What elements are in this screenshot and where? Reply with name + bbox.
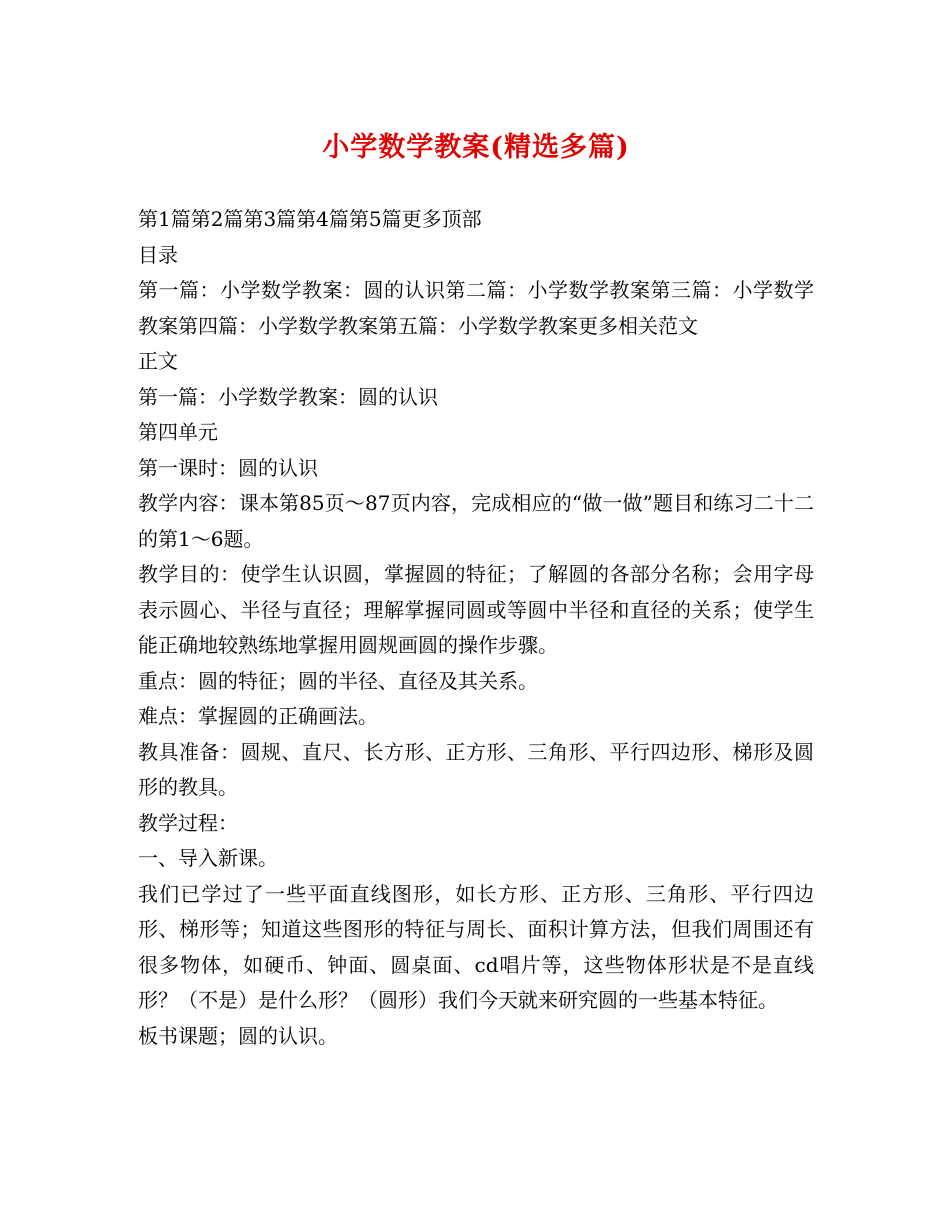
document-body (138, 202, 814, 1054)
teaching-process-heading: 教学过程： (138, 810, 238, 835)
toc-links: 第1篇第2篇第3篇第4篇第5篇更多顶部 (138, 207, 482, 231)
teaching-aids: 教具准备：圆规、直尺、长方形、正方形、三角形、平行四边形、梯形及圆形的教具。 (138, 739, 814, 799)
document-page (138, 128, 814, 1054)
difficult-points: 难点：掌握圆的正确画法。 (138, 704, 378, 728)
section-heading-main-text: 正文 (138, 349, 178, 373)
unit-heading: 第四单元 (138, 420, 218, 444)
lesson-heading: 第一课时：圆的认识 (138, 455, 318, 480)
section-heading-contents: 目录 (138, 242, 178, 267)
key-points: 重点：圆的特征；圆的半径、直径及其关系。 (138, 668, 538, 693)
introduction-paragraph: 我们已学过了一些平面直线图形，如长方形、正方形、三角形、平行四边形、梯形等；知道这些图形的特征与周长、面积计算方法，但我们周围还有很多物体，如硬币、钟面、圆桌面、cd唱片等，这些物体形状是不是直线形？（不是）是什么形？（圆形）我们今天就来研究圆的一些基本特征。 (138, 881, 814, 1012)
teaching-goals: 教学目的：使学生认识圆，掌握圆的特征；了解圆的各部分名称；会用字母表示圆心、半径与直径；理解掌握同圆或等圆中半径和直径的关系；使学生能正确地较熟练地掌握用圆规画圆的操作步骤。 (138, 562, 814, 657)
blackboard-title: 板书课题；圆的认识。 (138, 1023, 338, 1048)
step-one-heading: 一、导入新课。 (138, 846, 278, 870)
article-heading: 第一篇：小学数学教案：圆的认识 (138, 384, 438, 409)
contents-list: 第一篇：小学数学教案：圆的认识第二篇：小学数学教案第三篇：小学数学教案第四篇：小学数学教案第五篇：小学数学教案更多相关范文 (138, 278, 814, 338)
teaching-content: 教学内容：课本第85页～87页内容，完成相应的“做一做”题目和练习二十二的第1～6题。 (138, 491, 814, 551)
document-title: 小学数学教案(精选多篇) (322, 132, 630, 163)
